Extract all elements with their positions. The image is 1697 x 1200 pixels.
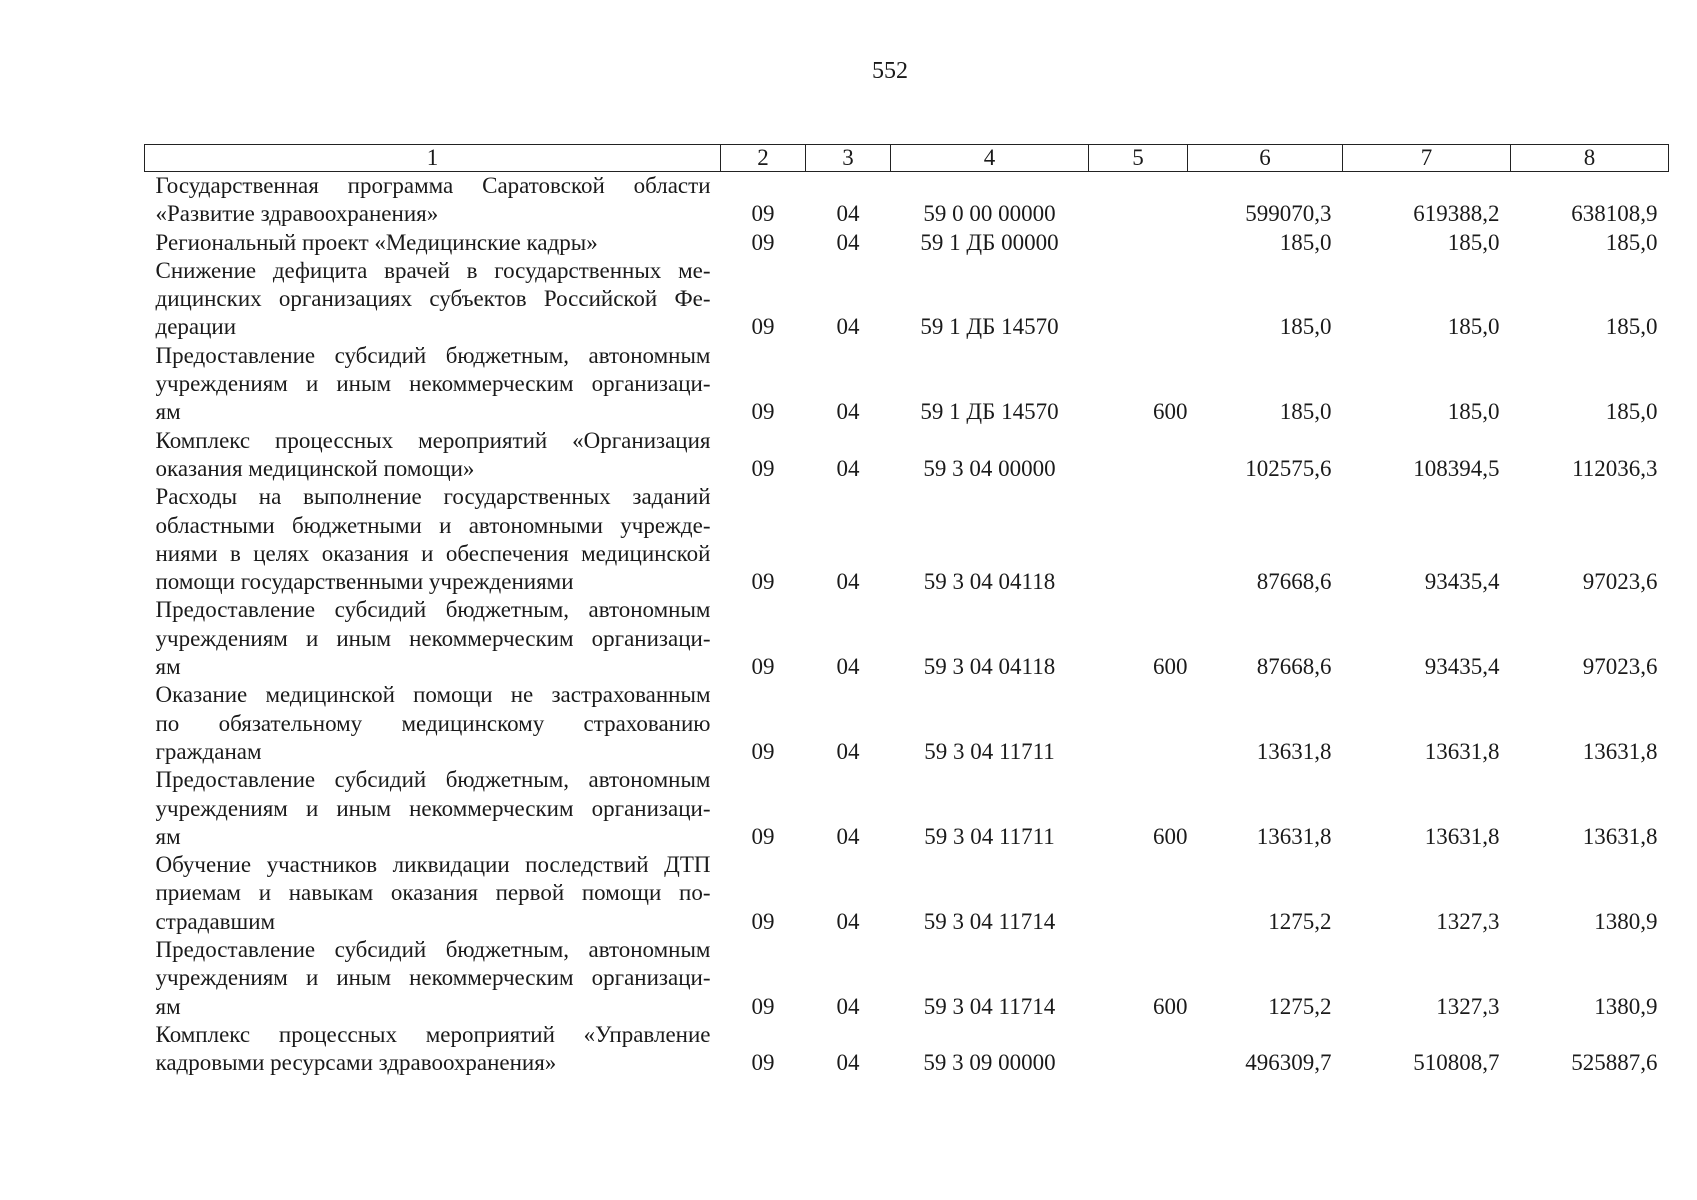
- cell-expense-type: [1089, 483, 1188, 596]
- cell-year3-amount: 97023,6: [1582, 569, 1658, 595]
- cell-year1-amount: 1275,2: [1268, 908, 1332, 934]
- cell-year1-amount: 599070,3: [1245, 201, 1332, 227]
- cell-year2-amount: 13631,8: [1424, 738, 1500, 764]
- cell-target-code: 59 3 04 11711: [924, 823, 1055, 849]
- cell-target-code: 59 3 04 04118: [923, 569, 1056, 595]
- item-name-line: Комплекс процессных мероприятий «Управление: [155, 1021, 711, 1047]
- cell-item-name: [145, 596, 721, 681]
- cell-year2-amount: 13631,8: [1424, 823, 1500, 849]
- header-row: [145, 145, 1669, 172]
- item-name-line: областными бюджетными и автономными учрежде-: [155, 512, 711, 538]
- item-name-line: приемам и навыкам оказания первой помощи по-: [155, 880, 711, 906]
- cell-subsection: 04: [836, 823, 860, 849]
- page-number: 552: [872, 58, 908, 84]
- cell-section: 09: [751, 399, 775, 425]
- table-body: [145, 172, 1669, 1078]
- item-name-line: Государственная программа Саратовской области: [155, 173, 711, 198]
- cell-expense-type: [1089, 681, 1188, 766]
- item-name-line: ям: [155, 823, 181, 849]
- cell-target-code: 59 3 04 00000: [923, 455, 1056, 481]
- cell-year3-amount: 1380,9: [1594, 908, 1658, 934]
- cell-year1-amount: 1275,2: [1268, 993, 1332, 1019]
- table-row: [145, 427, 1669, 484]
- cell-target-code: 59 0 00 00000: [923, 201, 1056, 227]
- cell-expense-type: [1089, 851, 1188, 936]
- cell-year1-amount: 102575,6: [1245, 455, 1332, 481]
- item-name-line: страдавшим: [155, 908, 276, 934]
- cell-target-code: 59 1 ДБ 14570: [920, 399, 1059, 425]
- cell-section: 09: [751, 908, 775, 934]
- cell-year3-amount: 112036,3: [1572, 455, 1658, 481]
- cell-year3-amount: 185,0: [1605, 229, 1658, 255]
- cell-year3-amount: 185,0: [1605, 399, 1658, 425]
- header-col-section: 2: [721, 145, 806, 172]
- item-name-line: Предоставление субсидий бюджетным, автономным: [155, 937, 711, 963]
- cell-year3-amount: 1380,9: [1594, 993, 1658, 1019]
- table-header: [145, 145, 1669, 172]
- table-row: [145, 342, 1669, 427]
- item-name-line: ям: [155, 993, 181, 1019]
- cell-item-name: [145, 766, 721, 851]
- cell-year2-amount: 1327,3: [1436, 908, 1500, 934]
- cell-year2-amount: 619388,2: [1413, 201, 1500, 227]
- cell-subsection: 04: [836, 314, 860, 340]
- cell-item-name: [145, 851, 721, 936]
- cell-section: 09: [751, 993, 775, 1019]
- cell-year2-amount: 185,0: [1447, 229, 1500, 255]
- table-row: [145, 851, 1669, 936]
- cell-section: 09: [751, 1050, 775, 1076]
- cell-item-name: [145, 483, 721, 596]
- item-name-line: Предоставление субсидий бюджетным, автономным: [155, 767, 711, 793]
- cell-section: 09: [751, 314, 775, 340]
- cell-year1-amount: 185,0: [1279, 314, 1332, 340]
- cell-year2-amount: 93435,4: [1424, 569, 1500, 595]
- header-col-year2: 7: [1343, 145, 1511, 172]
- cell-subsection: 04: [836, 201, 860, 227]
- item-name-line: учреждениям и иным некоммерческим организаци-: [155, 795, 711, 821]
- cell-item-name: [145, 257, 721, 342]
- cell-subsection: 04: [836, 399, 860, 425]
- cell-year3-amount: 525887,6: [1571, 1050, 1658, 1076]
- table-row: [145, 257, 1669, 342]
- cell-target-code: 59 3 04 11714: [923, 993, 1056, 1019]
- cell-year1-amount: 496309,7: [1245, 1050, 1332, 1076]
- cell-subsection: 04: [836, 908, 860, 934]
- cell-item-name: [145, 427, 721, 484]
- cell-section: 09: [751, 823, 775, 849]
- table-row: [145, 596, 1669, 681]
- item-name-line: Обучение участников ликвидации последствий ДТП: [155, 852, 711, 878]
- cell-year2-amount: 185,0: [1447, 314, 1500, 340]
- item-name-line: Оказание медицинской помощи не застрахованным: [155, 682, 711, 708]
- item-name-line: учреждениям и иным некоммерческим организаци-: [155, 625, 711, 651]
- table-row: [145, 936, 1669, 1021]
- cell-subsection: 04: [836, 654, 860, 680]
- cell-expense-type: [1089, 1021, 1188, 1078]
- cell-section: 09: [751, 654, 775, 680]
- item-name-line: учреждениям и иным некоммерческим организаци-: [155, 965, 711, 991]
- table-row: [145, 172, 1669, 229]
- cell-year2-amount: 510808,7: [1413, 1050, 1500, 1076]
- cell-subsection: 04: [836, 738, 860, 764]
- item-name-line: дицинских организациях субъектов Российской Фе-: [155, 286, 711, 312]
- item-name-line: Расходы на выполнение государственных заданий: [155, 484, 711, 510]
- cell-section: 09: [751, 738, 775, 764]
- cell-target-code: 59 1 ДБ 00000: [920, 229, 1059, 255]
- cell-year2-amount: 93435,4: [1424, 654, 1500, 680]
- cell-year3-amount: 13631,8: [1582, 738, 1658, 764]
- cell-year3-amount: 185,0: [1605, 314, 1658, 340]
- item-name-line: Предоставление субсидий бюджетным, автономным: [155, 342, 711, 368]
- cell-year2-amount: 1327,3: [1436, 993, 1500, 1019]
- cell-year2-amount: 185,0: [1447, 399, 1500, 425]
- header-col-expense-type: 5: [1089, 145, 1188, 172]
- cell-expense-type: 600: [1153, 654, 1188, 680]
- cell-target-code: 59 3 04 11714: [923, 908, 1056, 934]
- item-name-line: кадровыми ресурсами здравоохранения»: [155, 1050, 557, 1076]
- cell-item-name: [145, 936, 721, 1021]
- item-name-line: ям: [155, 654, 181, 680]
- cell-expense-type: [1089, 257, 1188, 342]
- cell-expense-type: 600: [1153, 399, 1188, 425]
- item-name-line: оказания медицинской помощи»: [155, 455, 475, 481]
- table-row: [145, 681, 1669, 766]
- header-col-year3: 8: [1511, 145, 1669, 172]
- cell-item-name: [145, 681, 721, 766]
- cell-expense-type: 600: [1153, 993, 1188, 1019]
- cell-expense-type: [1089, 172, 1188, 229]
- cell-subsection: 04: [836, 1050, 860, 1076]
- item-name-line: помощи государственными учреждениями: [155, 569, 574, 595]
- item-name-line: гражданам: [155, 738, 262, 764]
- cell-section: 09: [751, 455, 775, 481]
- item-name-line: дерации: [155, 314, 237, 340]
- item-name-line: ниями в целях оказания и обеспечения медицинской: [155, 540, 711, 566]
- item-name-line: «Развитие здравоохранения»: [155, 201, 439, 227]
- cell-year3-amount: 97023,6: [1582, 654, 1658, 680]
- item-name-line: учреждениям и иным некоммерческим организаци-: [155, 371, 711, 397]
- header-col-target: 4: [891, 145, 1089, 172]
- cell-year2-amount: 108394,5: [1413, 455, 1500, 481]
- header-col-year1: 6: [1188, 145, 1343, 172]
- item-name-line: по обязательному медицинскому страхованию: [155, 710, 711, 736]
- cell-year3-amount: 638108,9: [1571, 201, 1658, 227]
- cell-target-code: 59 3 04 04118: [923, 654, 1056, 680]
- cell-expense-type: [1089, 229, 1188, 257]
- header-col-subsection: 3: [806, 145, 891, 172]
- cell-year1-amount: 185,0: [1279, 399, 1332, 425]
- cell-item-name: [145, 229, 721, 257]
- cell-target-code: 59 3 09 00000: [923, 1050, 1056, 1076]
- budget-table: [144, 144, 1669, 1078]
- item-name-line: Снижение дефицита врачей в государственных ме-: [155, 257, 711, 283]
- cell-subsection: 04: [836, 993, 860, 1019]
- cell-target-code: 59 1 ДБ 14570: [920, 314, 1059, 340]
- cell-expense-type: [1089, 427, 1188, 484]
- cell-section: 09: [751, 201, 775, 227]
- item-name-line: Региональный проект «Медицинские кадры»: [155, 229, 598, 255]
- cell-section: 09: [751, 569, 775, 595]
- cell-subsection: 04: [836, 569, 860, 595]
- cell-year1-amount: 13631,8: [1256, 823, 1332, 849]
- table-row: [145, 229, 1669, 257]
- cell-subsection: 04: [836, 455, 860, 481]
- cell-year1-amount: 87668,6: [1256, 569, 1332, 595]
- cell-target-code: 59 3 04 11711: [924, 738, 1055, 764]
- cell-expense-type: 600: [1153, 823, 1188, 849]
- header-col-name: 1: [145, 145, 721, 172]
- cell-year1-amount: 185,0: [1279, 229, 1332, 255]
- cell-year3-amount: 13631,8: [1582, 823, 1658, 849]
- cell-item-name: [145, 342, 721, 427]
- table-row: [145, 1021, 1669, 1078]
- cell-subsection: 04: [836, 229, 860, 255]
- item-name-line: ям: [155, 399, 181, 425]
- cell-section: 09: [751, 229, 775, 255]
- item-name-line: Предоставление субсидий бюджетным, автономным: [155, 597, 711, 623]
- cell-item-name: [145, 172, 721, 229]
- cell-year1-amount: 87668,6: [1256, 654, 1332, 680]
- cell-item-name: [145, 1021, 721, 1078]
- table-row: [145, 483, 1669, 596]
- item-name-line: Комплекс процессных мероприятий «Организация: [155, 427, 711, 453]
- table-row: [145, 766, 1669, 851]
- cell-year1-amount: 13631,8: [1256, 738, 1332, 764]
